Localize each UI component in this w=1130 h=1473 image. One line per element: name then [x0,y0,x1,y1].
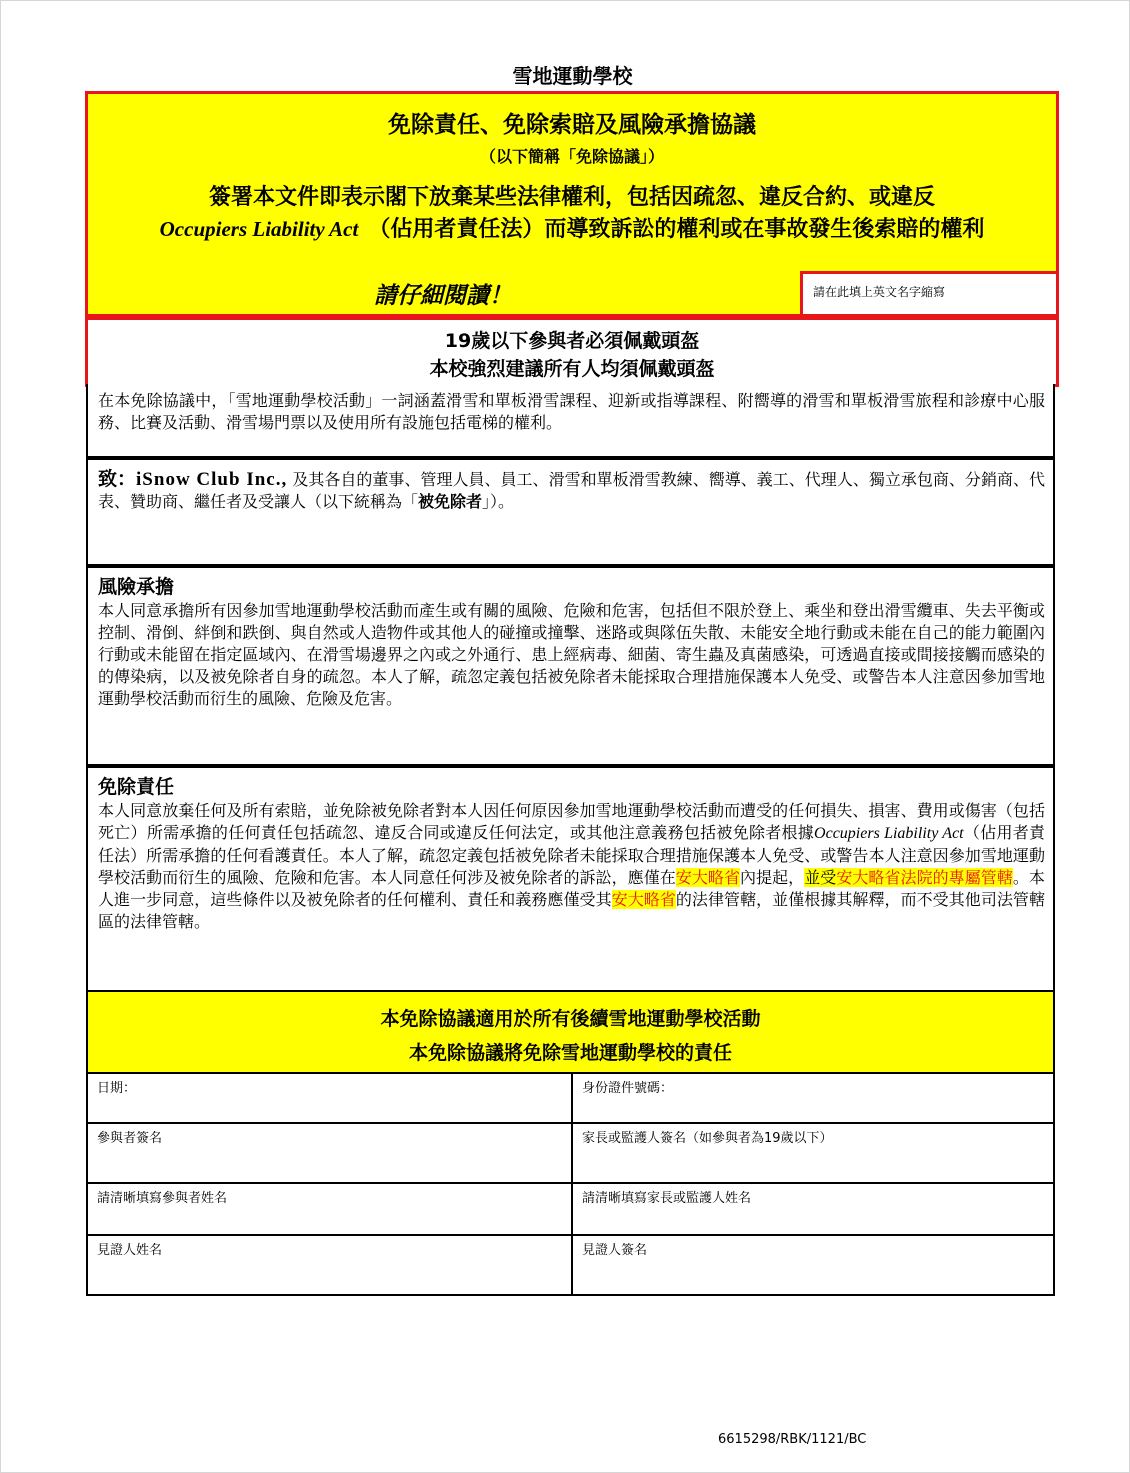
participant-signature-field[interactable]: 參與者簽名 [88,1124,573,1182]
participant-name-field[interactable]: 請清晰填寫參與者姓名 [88,1184,573,1234]
footer-banner [86,990,1055,1074]
jurisdiction-highlight: 並受安大略省法院的專屬管轄 [804,868,1013,887]
signature-row [88,1234,1053,1294]
signature-row [88,1182,1053,1234]
to-body: 及其各自的董事、管理人員、員工、滑雪和單板滑雪教練、嚮導、義工、代理人、獨立承包商、分銷商、代表、贊助商、繼任者及受讓人（以下統稱為「 [98,470,1045,511]
release-act-name: Occupiers Liability Act [814,825,964,842]
signature-row [88,1072,1053,1122]
helmet-line-2: 本校強烈建議所有人均須佩戴頭盔 [429,358,715,380]
club-name: iSnow Club Inc., [136,469,288,490]
id-number-field[interactable]: 身份證件號碼： [582,1081,674,1096]
helmet-line-1: 19歲以下參與者必須佩戴頭盔 [444,330,700,352]
definition-section [86,384,1055,458]
waiver-header [85,91,1059,317]
release-text-4: 。本人進一步同意，這些條件以及被免除者的任何權利、責任和義務應僅受其 [98,868,1045,909]
to-section [86,458,1055,566]
warning-line-2-text: （佔用者責任法）而導致訴訟的權利或在事故發生後索賠的權利 [368,217,985,242]
initials-label: 請在此填上英文名字縮寫 [813,285,946,299]
definition-text: 在本免除協議中，「雪地運動學校活動」一詞涵蓋滑雪和單板滑雪課程、迎新或指導課程、附嚮導的滑雪和單板滑雪旅程和診療中心服務、比賽及活動、滑雪場門票以及使用所有設施包括電梯的權利。 [98,391,1045,432]
ontario-highlight-2: 安大略省 [836,868,901,887]
warning-line-1: 簽署本文件即表示閣下放棄某些法律權利，包括因疏忽、違反合約、或違反 [208,185,935,210]
release-text-1: 本人同意放棄任何及所有索賠，並免除被免除者對本人因任何原因參加雪地運動學校活動而遭受的任何損失、損害、費用或傷害（包括死亡）所需承擔的任何責任包括疏忽、違反合同或違反任何法定，或其他注意義務包括被免除者根據 [98,801,1045,842]
ontario-highlight-3: 安大略省 [611,890,676,909]
release-text-2: （佔用者責任法）所需承擔的任何看護責任。本人了解，疏忽定義包括被免除者未能採取合理措施保護本人免受、或警告本人注意因參加雪地運動學校活動而衍生的風險、危險和危害。本人同意任何涉及被免除者的訴訟，應僅在 [98,823,1045,887]
witness-signature-field[interactable]: 見證人簽名 [582,1243,648,1258]
release-text-5: 的法律管轄，並僅根據其解釋，而不受其他司法管轄區的法律管轄。 [98,890,1045,931]
release-content [98,774,1045,933]
to-label: 致： [98,468,137,490]
risk-heading: 風險承擔 [98,576,175,598]
released-parties-term: 被免除者 [418,492,483,511]
to-text [98,468,1045,513]
ontario-highlight-1: 安大略省 [675,868,740,887]
risk-text: 本人同意承擔所有因參加雪地運動學校活動而產生或有關的風險、危險和危害，包括但不限於登上、乘坐和登出滑雪纜車、失去平衡或控制、滑倒、絆倒和跌倒、與自然或人造物件或其他人的碰撞或撞擊、迷路或與隊伍失散、未能安全地行動或未能在自己的能力範圍內行動或未能留在指定區域內、在滑雪場邊界之內或之外通行、患上經病毒、細菌、寄生蟲及真菌感染，可透過直接或間接接觸而感染的的傳染病，以及被免除者自身的疏忽。本人了解，疏忽定義包括被免除者未能採取合理措施保護本人免受、或警告本人注意因參加雪地運動學校活動而衍生的風險、危險及危害。 [98,601,1045,708]
footer-banner-line-2: 本免除協議將免除雪地運動學校的責任 [408,1042,732,1064]
risk-content [98,574,1045,710]
footer-banner-line-1: 本免除協議適用於所有後續雪地運動學校活動 [380,1008,761,1030]
release-section [86,766,1055,992]
warning-line-2 [88,212,1056,243]
guardian-name-field[interactable]: 請清晰填寫家長或監護人姓名 [582,1191,752,1206]
guardian-signature-field[interactable]: 家長或監護人簽名（如參與者為19歲以下） [582,1131,833,1146]
release-heading: 免除責任 [98,776,175,798]
witness-name-field[interactable]: 見證人姓名 [88,1236,573,1294]
document-code: 6615298/RBK/1121/BC [718,1432,867,1447]
signature-grid [86,1072,1055,1296]
helmet-notice [85,317,1059,387]
waiver-subtitle: （以下簡稱「免除協議」） [479,147,664,166]
to-tail: 」）。 [482,492,515,511]
initials-field[interactable] [800,271,1056,314]
waiver-title: 免除責任、免除索賠及風險承擔協議 [388,112,756,138]
act-name: Occupiers Liability Act [159,217,359,241]
read-carefully: 請仔細閱讀！ [374,283,512,309]
date-field[interactable]: 日期： [88,1074,573,1122]
signature-row [88,1122,1053,1182]
school-title: 雪地運動學校 [512,64,633,88]
release-text-3: 內提起， [740,868,805,887]
risk-section [86,566,1055,766]
